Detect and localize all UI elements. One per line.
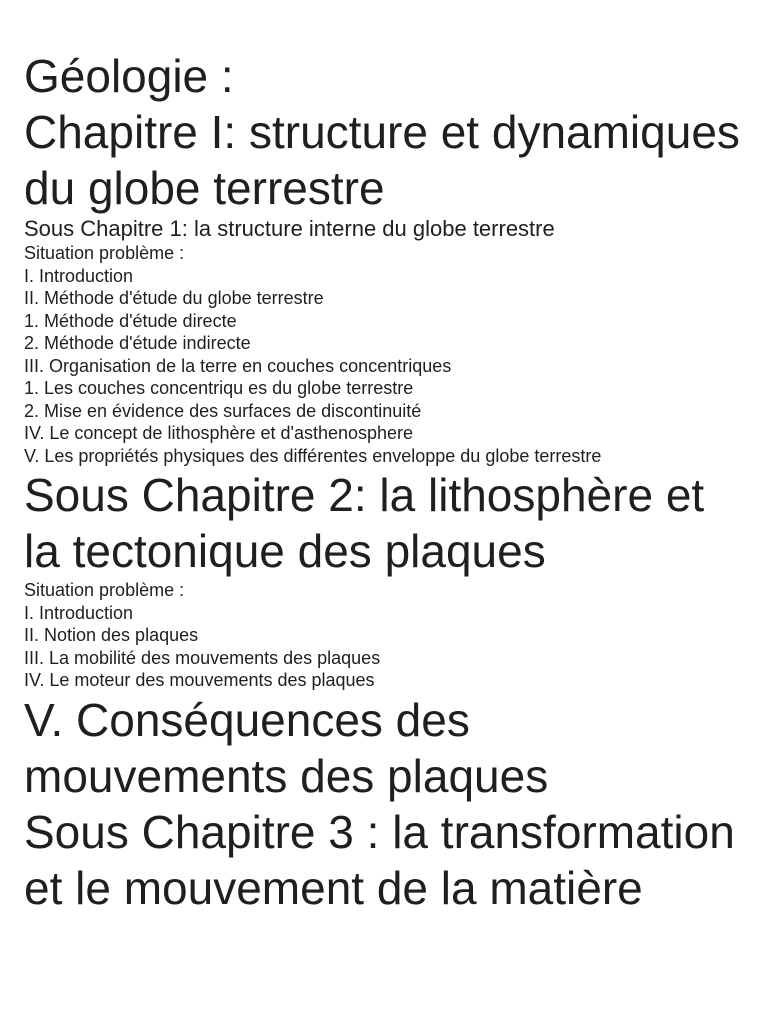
list-item: Situation problème :: [24, 243, 185, 263]
list-item: III. Organisation de la terre en couches concentriques: [24, 355, 452, 376]
list-item: 2. Mise en évidence des surfaces de discontinuité: [24, 400, 422, 421]
subchapter-1-title: Sous Chapitre 1: la structure interne du globe terrestre: [24, 216, 555, 241]
list-item: I. Introduction: [24, 265, 134, 286]
document-title: Géologie :: [24, 50, 234, 102]
list-item: 2. Méthode d'étude indirecte: [24, 333, 251, 353]
list-item: Situation problème :: [24, 580, 185, 600]
section-v-title: V. Conséquences des mouvements des plaques: [24, 693, 549, 802]
list-item: V. Les propriétés physiques des différentes enveloppe du globe terrestre: [24, 445, 602, 466]
subchapter-3-title: Sous Chapitre 3 : la transformation et le mouvement de la matière: [24, 805, 735, 914]
list-item: I. Introduction: [24, 602, 134, 623]
subchapter-2-list: [24, 579, 744, 692]
list-item: 1. Méthode d'étude directe: [24, 310, 237, 331]
list-item: 1. Les couches concentriqu es du globe terrestre: [24, 378, 414, 398]
subchapter-1-list: [24, 242, 744, 467]
list-item: IV. Le moteur des mouvements des plaques: [24, 670, 375, 690]
list-item: II. Méthode d'étude du globe terrestre: [24, 288, 324, 308]
list-item: III. La mobilité des mouvements des plaques: [24, 647, 381, 668]
chapter-title: Chapitre I: structure et dynamiques du globe terrestre: [24, 106, 740, 214]
subchapter-2-title: Sous Chapitre 2: la lithosphère et la tectonique des plaques: [24, 469, 705, 577]
list-item: II. Notion des plaques: [24, 625, 199, 645]
list-item: IV. Le concept de lithosphère et d'asthenosphere: [24, 423, 414, 443]
